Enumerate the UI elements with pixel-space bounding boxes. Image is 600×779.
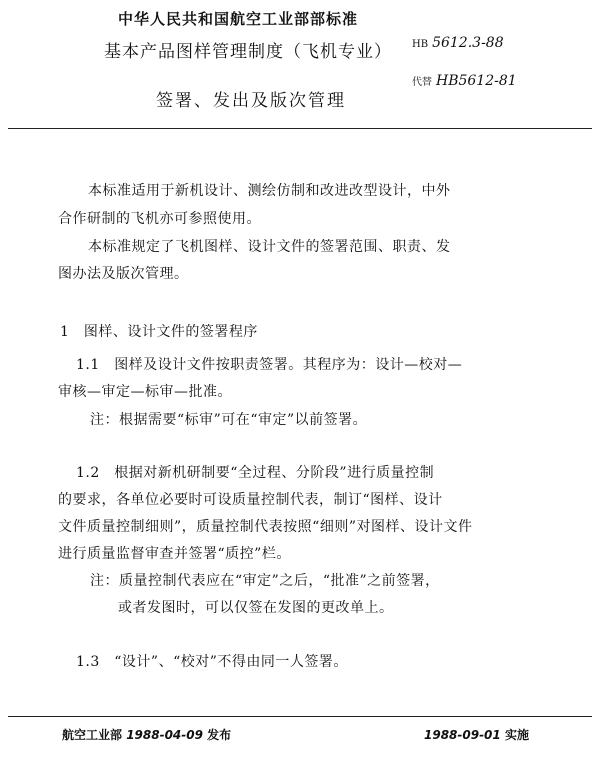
document-subtitle: 签署、发出及版次管理 xyxy=(156,91,346,111)
intro-line: 图办法及版次管理。 xyxy=(58,266,189,282)
footer-rule xyxy=(8,716,592,717)
clause-line: 的要求，各单位必要时可设质量控制代表，制订“图样、设计 xyxy=(58,492,443,508)
issuing-authority: 中华人民共和国航空工业部部标准 xyxy=(118,10,359,28)
issue-label: 发布 xyxy=(207,728,232,742)
intro-line: 合作研制的飞机亦可参照使用。 xyxy=(58,211,261,227)
intro-line: 本标准规定了飞机图样、设计文件的签署范围、职责、发 xyxy=(88,239,451,255)
clause-line: 1.1 图样及设计文件按职责签署。其程序为：设计—校对— xyxy=(76,357,463,373)
issuer: 航空工业部 xyxy=(62,728,123,742)
clause-line: 1.3 “设计”、“校对”不得由同一人签署。 xyxy=(76,654,348,670)
clause-note: 注：质量控制代表应在“审定”之后，“批准”之前签署， xyxy=(90,573,440,589)
clause-line: 文件质量控制细则”，质量控制代表按照“细则”对图样、设计文件 xyxy=(58,519,473,535)
document-title: 基本产品图样管理制度（飞机专业） xyxy=(104,42,392,62)
clause-note: 注：根据需要“标审”可在“审定”以前签署。 xyxy=(90,412,368,428)
intro-line: 本标准适用于新机设计、测绘仿制和改进改型设计，中外 xyxy=(88,183,451,199)
issue-date: 1988-04-09 xyxy=(126,728,203,742)
clause-note: 或者发图时，可以仅签在发图的更改单上。 xyxy=(118,600,394,616)
code-number: 5612.3-88 xyxy=(432,35,504,51)
code-prefix: HB xyxy=(412,39,429,50)
implementation-label: 实施 xyxy=(504,728,529,742)
standard-code xyxy=(412,35,504,51)
replaces-prefix: 代替 xyxy=(412,77,432,88)
clause-line: 进行质量监督审查并签署“质控”栏。 xyxy=(58,546,291,562)
replaces-code xyxy=(412,73,517,89)
issue-info xyxy=(62,726,231,743)
implementation-date: 1988-09-01 xyxy=(424,728,501,742)
implementation-info xyxy=(424,726,529,743)
section-heading: 1 图样、设计文件的签署程序 xyxy=(60,324,258,340)
header-rule xyxy=(8,128,592,129)
clause-line: 1.2 根据对新机研制要“全过程、分阶段”进行质量控制 xyxy=(76,465,435,481)
replaces-number: HB5612-81 xyxy=(436,73,517,89)
clause-line: 审核—审定—标审—批准。 xyxy=(58,384,232,400)
